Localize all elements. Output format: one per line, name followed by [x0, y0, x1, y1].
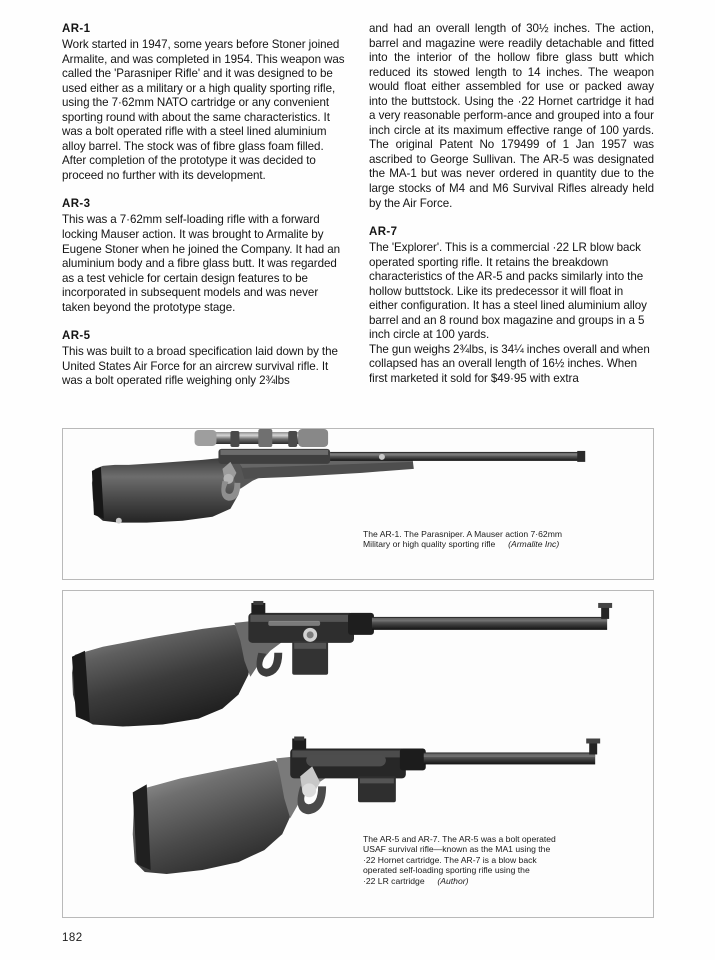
- section-heading-ar-7: AR-7: [369, 226, 398, 239]
- photo-plate-ar-1: [62, 428, 654, 580]
- section-heading-ar-1: AR-1: [62, 23, 91, 35]
- plate-2-caption-line-1: The AR-5 and AR-7. The AR-5 was a bolt operated: [363, 834, 556, 844]
- photo-plate-ar-5-ar-7: [62, 590, 654, 918]
- plate-2-caption-line-3: ·22 Hornet cartridge. The AR-7 is a blow back: [363, 854, 537, 865]
- plate-1-caption-line-1: The AR-1. The Parasniper. A Mauser action 7·62mm: [363, 529, 563, 539]
- section-body-ar-5-continued: and had an overall length of 30½ inches. The action, barrel and magazine were readily detachable and fitted into the interior of the hollow fibre glass butt which reduced its stowed length to 14 inches. The weapon would float either assembled for use or packed away into the buttstock. Using the ·22 Hornet cartridge it had a very reasonable perform-ance and grouped into a four inch circle at its maximum effective range of 100 yards. The original Patent No 179499 of 1 Jan 1957 was ascribed to George Sullivan. The AR-5 was designated the MA-1 but was never ordered in quantity due to the large stocks of M4 and M6 Survival Rifles already held by the Air Force.: [369, 22, 654, 210]
- right-column: [369, 22, 654, 389]
- plate-2-caption-line-2: USAF survival rifle—known as the MA1 using the: [363, 844, 551, 855]
- plate-1-caption-line-2: Military or high quality sporting rifle: [363, 539, 496, 550]
- text-columns: [62, 22, 654, 389]
- section-body-ar-1: Work started in 1947, some years before Stoner joined Armalite, and was completed in 1954. This weapon was called the 'Parasniper Rifle' and it was designed to be used either as a military or a high quality sporting rifle, using the 7·62mm NATO cartridge or any convenient sporting round with about the same characteristics. It was a bolt operated rifle with a steel lined aluminium alloy barrel. The stock was of fibre glass foam filled. After completion of the prototype it was decided to proceed no further with its development.: [62, 38, 345, 182]
- section-heading-ar-5: AR-5: [62, 330, 91, 343]
- section-body-ar-5: This was built to a broad specification laid down by the United States Air Force for an aircrew survival rifle. It was a bolt operated rifle weighing only 2¾lbs: [62, 345, 338, 388]
- plate-2-credit: (Author): [437, 875, 469, 886]
- plate-2-caption-line-5: ·22 LR cartridge: [363, 875, 425, 886]
- page-number: 182: [62, 932, 83, 944]
- plate-2-caption-line-4: operated self-loading sporting rifle using the: [363, 865, 530, 876]
- left-column: [62, 22, 347, 389]
- section-body-ar-7: The 'Explorer'. This is a commercial ·22 LR blow back operated sporting rifle. It retains the breakdown characteristics of the AR-5 and packs similarly into the hollow buttstock. Like its predecessor it will float in either configuration. It has a steel lined aluminium alloy barrel and an 8 round box magazine and groups in a 5 inch circle at 100 yards.: [369, 241, 647, 342]
- section-heading-ar-3: AR-3: [62, 198, 91, 211]
- photo-ar-5-and-ar-7-survival-rifles: [63, 591, 653, 918]
- plate-2-caption: [363, 834, 556, 886]
- section-body-ar-7-specs: The gun weighs 2¾lbs, is 34¼ inches overall and when collapsed has an overall length of 16½ inches. When first marketed it sold for $49·95 with extra: [369, 342, 650, 386]
- photo-ar-1-parasniper-rifle: [63, 429, 653, 580]
- section-body-ar-3: This was a 7·62mm self-loading rifle with a forward locking Mauser action. It was brought to Armalite by Eugene Stoner when he joined the Company. It had an aluminium body and a fibre glass butt. It was regarded as a test vehicle for certain design features to be incorporated in subsequent models and was never taken beyond the prototype stage.: [62, 213, 341, 314]
- plate-1-caption: [363, 529, 562, 550]
- plate-1-credit: (Armalite Inc): [508, 539, 560, 550]
